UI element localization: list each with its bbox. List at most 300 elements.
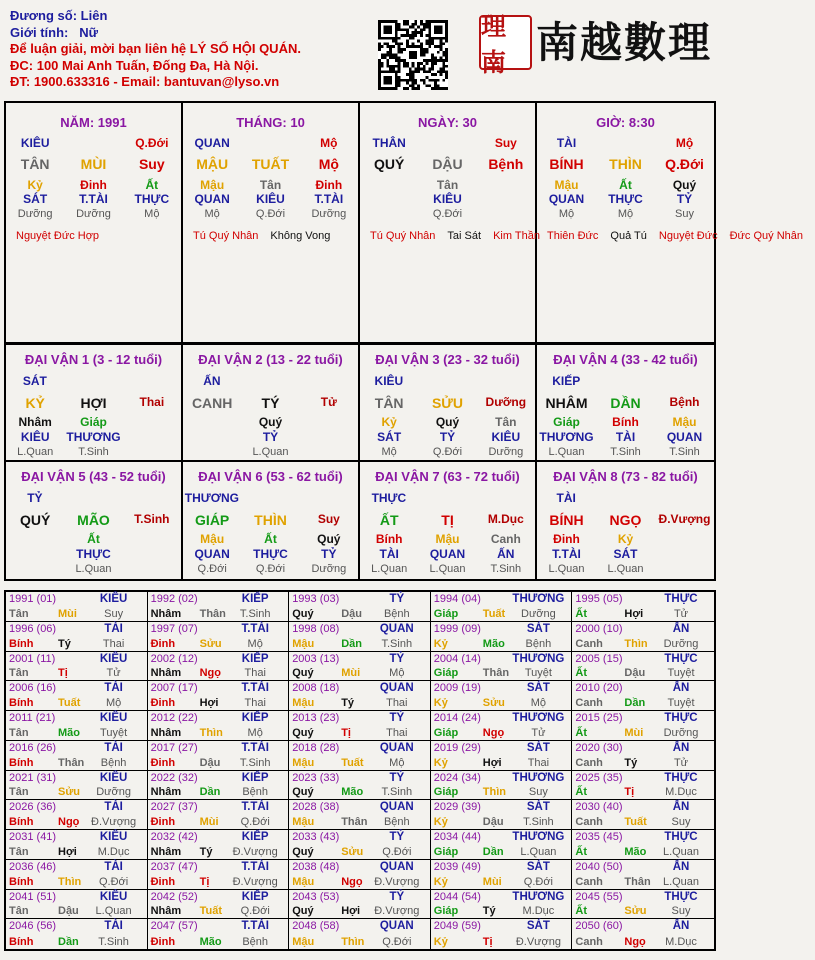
dai-van-cell [537, 462, 714, 579]
qr-module [398, 76, 401, 79]
qr-module [392, 54, 395, 57]
pillar-main-row-2: MÙI [80, 156, 107, 172]
qr-module [431, 62, 434, 65]
year-can: Kỷ [433, 637, 448, 650]
year-stage: Tử [673, 607, 689, 620]
pillar-hidden-row-1 [360, 178, 418, 192]
pillar-top-row-1: TÀI [556, 136, 577, 150]
year-can: Mậu [292, 697, 315, 709]
dai-van-hidden-row-3 [123, 532, 181, 546]
pillar-title: GIỜ: 8:30 [596, 115, 655, 130]
pillar-cell [183, 103, 360, 342]
qr-module [400, 34, 403, 37]
dai-van-hgod: KIÊU [491, 430, 521, 444]
dai-van-hidden-row [6, 532, 181, 546]
dai-van-chi: THÌN [254, 512, 287, 528]
year-stage: Bệnh [383, 816, 410, 828]
year-cell [148, 860, 290, 890]
pillar-cell [6, 103, 183, 342]
year-can: Nhâm [150, 786, 182, 799]
qr-module [423, 23, 426, 26]
year-god: SÁT [526, 622, 550, 635]
year-cell [572, 592, 714, 622]
year-label: 2017 (27) [150, 741, 198, 754]
year-label: 2048 (58) [292, 920, 340, 933]
year-label: 2001 (11) [9, 652, 56, 665]
qr-module [392, 65, 395, 68]
year-god: TÀI [104, 622, 123, 635]
dai-van-hstage: L.Quan [607, 563, 644, 575]
year-chi: Ngọ [199, 667, 221, 680]
year-god: THƯƠNG [512, 593, 565, 605]
dai-van-hstage [183, 446, 241, 458]
year-stage: Mộ [105, 697, 122, 709]
qr-module [431, 54, 434, 57]
dai-van-god-row [360, 374, 535, 388]
pillar-top-row [537, 136, 714, 150]
pillar-main-row-3: Mộ [318, 156, 339, 172]
year-cell [148, 830, 290, 860]
year-can: Ất [575, 905, 587, 918]
name-label: Đương số: [10, 8, 78, 23]
dai-van-hstage: Q.Đới [255, 563, 286, 575]
year-can: Ất [575, 786, 587, 799]
year-can: Giáp [433, 786, 459, 799]
qr-module [417, 62, 420, 65]
dai-van-main-row [360, 512, 535, 528]
qr-module [403, 87, 406, 90]
header-info [10, 8, 301, 91]
pillar-note: Nguyệt Đức [658, 230, 718, 242]
year-god: KIÊU [99, 771, 128, 784]
pillar-stage: Q.Đới [255, 208, 286, 220]
qr-module [431, 79, 434, 82]
qr-module [445, 70, 448, 73]
year-stage: Dưỡng [663, 637, 699, 650]
qr-module [428, 68, 431, 71]
pillar-stage: Suy [675, 208, 694, 220]
qr-module [434, 56, 437, 59]
dai-van-hstage: Dưỡng [488, 446, 524, 458]
year-stage: L.Quan [520, 845, 557, 858]
qr-module [445, 65, 448, 68]
dai-van-chi: TÝ [261, 395, 280, 411]
qr-module [403, 34, 406, 37]
pillar-stage: Dưỡng [311, 208, 347, 220]
qr-module [398, 65, 401, 68]
pillar-hidden-row-3: Đinh [315, 178, 343, 192]
qr-module [437, 70, 440, 73]
qr-module [428, 59, 431, 62]
dai-van-main-row [183, 395, 358, 411]
dai-van-chi: TỊ [441, 512, 454, 528]
dai-van-hgod: ẤN [497, 547, 515, 561]
pillar-top-row-3: Mộ [675, 136, 694, 150]
year-stage: Thai [244, 667, 266, 680]
year-label: 1998 (08) [292, 622, 340, 635]
year-chi: Ngọ [341, 875, 363, 888]
qr-module [409, 34, 412, 37]
pillar-stage-row [537, 208, 714, 220]
year-god: KIÊU [99, 831, 128, 843]
pillar-stage-row [6, 208, 181, 220]
pillar-note: Tú Quý Nhân [370, 230, 436, 242]
dai-van-hgod [123, 430, 181, 444]
year-chi: Hợi [58, 845, 77, 858]
year-god: TÀI [104, 860, 123, 873]
dai-van-hstage [655, 563, 714, 575]
qr-code-icon[interactable] [378, 20, 448, 90]
qr-module [398, 59, 401, 62]
year-god: KIÊU [99, 712, 128, 724]
qr-module [442, 59, 445, 62]
year-cell [6, 711, 148, 741]
year-chi: Thân [624, 875, 651, 888]
year-cell [289, 890, 431, 920]
qr-module [398, 23, 401, 26]
qr-module [395, 59, 398, 62]
year-god: THỰC [664, 593, 698, 605]
pillar-main-row [183, 156, 358, 172]
year-god: KIÊU [99, 652, 128, 665]
qr-module [392, 45, 395, 48]
year-stage: M.Dục [665, 936, 697, 948]
year-cell [289, 681, 431, 711]
year-can: Mậu [292, 816, 315, 828]
year-god: QUAN [379, 622, 414, 635]
year-can: Nhâm [150, 845, 182, 858]
qr-module [417, 45, 420, 48]
year-god: THỰC [664, 890, 698, 903]
pillar-note: Nguyệt Đức Hợp [16, 230, 100, 242]
year-label: 2050 (60) [575, 920, 623, 933]
qr-module [403, 28, 406, 31]
qr-module [386, 45, 389, 48]
qr-module [442, 62, 445, 65]
qr-module [445, 59, 448, 62]
qr-module [403, 23, 406, 26]
year-god: THƯƠNG [512, 890, 565, 903]
qr-module [412, 23, 415, 26]
red-seal-logo: 理南 [479, 15, 532, 70]
year-stage: Tuyệt [524, 667, 552, 680]
qr-module [437, 84, 440, 87]
year-god: KIÊU [99, 890, 128, 903]
qr-module [406, 65, 409, 68]
dai-van-hidden-row-3: Canh [490, 532, 521, 546]
dai-van-god: ẤN [203, 374, 221, 388]
dai-van-stage: Bệnh [669, 395, 700, 409]
qr-module [431, 40, 434, 43]
year-stage: Mộ [247, 726, 263, 739]
qr-module [426, 34, 429, 37]
qr-module [426, 70, 429, 73]
pillar-top-row-1: QUAN [194, 136, 230, 150]
year-stage: Đ.Vượng [374, 875, 420, 888]
year-cell [572, 890, 714, 920]
dai-van-hidden-row [6, 415, 181, 429]
dai-van-hidden-row-1 [6, 532, 64, 546]
year-chi: Mão [482, 637, 505, 650]
dai-van-title: ĐẠI VẬN 5 (43 - 52 tuổi) [21, 469, 166, 484]
year-can: Đinh [150, 816, 176, 828]
year-can: Mậu [292, 936, 315, 948]
pillar-top-row-2 [64, 136, 122, 150]
qr-module [386, 42, 389, 45]
pillar-hidden-row-2: Ất [619, 178, 632, 192]
qr-module [389, 48, 392, 51]
qr-module [434, 79, 437, 82]
year-label: 1996 (06) [9, 622, 57, 635]
qr-module [440, 42, 443, 45]
qr-module [389, 45, 392, 48]
qr-module [426, 51, 429, 54]
dai-van-stage: Dưỡng [485, 395, 527, 409]
qr-module [395, 65, 398, 68]
dai-van-hgod: SÁT [377, 430, 402, 444]
dai-van-cell [537, 345, 714, 462]
year-god: ẤN [672, 622, 690, 635]
qr-module [400, 59, 403, 62]
pillar-stage: Mộ [204, 208, 220, 220]
year-label: 1995 (05) [575, 593, 623, 605]
dai-van-hidden-row [537, 532, 714, 546]
year-can: Quý [292, 726, 314, 739]
year-can: Mậu [292, 875, 315, 888]
dai-van-hidden-row-3: Mậu [672, 415, 697, 429]
qr-module [389, 65, 392, 68]
year-stage: Dưỡng [521, 607, 556, 620]
dai-van-can: BÍNH [549, 512, 584, 528]
qr-module [381, 62, 384, 65]
year-cell [289, 711, 431, 741]
year-can: Tân [9, 667, 29, 680]
qr-module [428, 42, 431, 45]
year-cell [572, 771, 714, 801]
year-can: Kỷ [433, 816, 448, 828]
pillar-gods-row [183, 192, 358, 206]
qr-module [400, 79, 403, 82]
qr-module [437, 79, 440, 82]
qr-module [406, 42, 409, 45]
qr-module [398, 26, 401, 29]
pillar-main-row-1: MẬU [196, 156, 229, 172]
pillar-title: THÁNG: 10 [236, 115, 305, 130]
pillar-main-row-1: QUÝ [373, 156, 405, 172]
qr-module [440, 70, 443, 73]
pillar-top-row-2 [241, 136, 299, 150]
qr-module [423, 79, 426, 82]
year-label: 2038 (48) [292, 860, 340, 873]
year-god: KIÊU [99, 593, 128, 605]
qr-module [442, 79, 445, 82]
qr-module [428, 45, 431, 48]
year-chi: Sửu [624, 905, 647, 918]
dai-van-hgods-row [360, 430, 535, 444]
pillar-stage [477, 208, 535, 220]
pillar-hidden-row-3 [477, 178, 535, 192]
pillar-top-row-3: Q.Đới [135, 136, 169, 150]
qr-module [386, 65, 389, 68]
dai-van-chi: MÃO [77, 512, 110, 528]
brand-logo-text: 南越數理 [536, 18, 713, 67]
qr-module [426, 48, 429, 51]
dai-van-stage: T.Sinh [134, 512, 170, 526]
year-cell [148, 592, 290, 622]
qr-module [442, 42, 445, 45]
year-chi: Thân [199, 607, 226, 620]
year-label: 2008 (18) [292, 682, 340, 695]
dai-van-hgods-row [183, 430, 358, 444]
annual-luck-table [4, 590, 716, 951]
dai-van-hidden-row-1: Kỷ [381, 415, 397, 429]
qr-module [431, 68, 434, 71]
qr-module [395, 56, 398, 59]
dai-van-can: CANH [191, 395, 233, 411]
pillar-top-row-3: Mộ [320, 136, 338, 150]
dai-van-hstage: L.Quan [75, 563, 112, 575]
qr-module [414, 70, 417, 73]
year-can: Giáp [433, 726, 459, 739]
year-god: T.TÀI [241, 920, 269, 933]
qr-module [398, 48, 401, 51]
qr-module [392, 56, 395, 59]
qr-module [384, 26, 392, 34]
year-stage: T.Sinh [239, 607, 271, 620]
year-label: 2030 (40) [575, 801, 623, 814]
qr-module [428, 84, 431, 87]
year-label: 2035 (45) [575, 831, 623, 843]
qr-module [442, 65, 445, 68]
qr-module [445, 76, 448, 79]
qr-module [389, 68, 392, 71]
year-label: 2003 (13) [292, 652, 340, 665]
qr-module [420, 54, 423, 57]
year-chi: Sửu [341, 845, 364, 858]
qr-module [426, 59, 429, 62]
dai-van-can: ẤT [379, 512, 399, 528]
year-chi: Mùi [199, 816, 219, 828]
year-label: 2013 (23) [292, 712, 340, 724]
pillar-title: NGÀY: 30 [418, 115, 477, 130]
qr-module [412, 37, 415, 40]
year-can: Canh [575, 816, 603, 828]
dai-van-hgods-row [183, 547, 358, 561]
year-label: 1999 (09) [433, 622, 481, 635]
dai-van-hidden-row-1: Giáp [553, 415, 580, 429]
year-label: 2024 (34) [433, 771, 481, 784]
qr-module [412, 26, 415, 29]
qr-module [417, 87, 420, 90]
dai-van-hgod: SÁT [613, 547, 638, 561]
year-cell [6, 830, 148, 860]
year-chi: Mão [199, 936, 222, 948]
dai-van-god-row [537, 374, 714, 388]
dai-van-hidden-row-1: Đinh [553, 532, 580, 546]
year-can: Tân [9, 845, 29, 858]
pillar-stage: Q.Đới [432, 208, 463, 220]
dai-van-main-row [360, 395, 535, 411]
year-chi: Dậu [341, 607, 362, 620]
year-god: KIẾP [241, 771, 269, 784]
year-god: THƯƠNG [512, 652, 565, 665]
qr-module [409, 51, 417, 59]
year-label: 2034 (44) [433, 831, 481, 843]
dai-van-hstage: L.Quan [252, 446, 289, 458]
year-stage: T.Sinh [523, 816, 554, 828]
year-chi: Hợi [624, 607, 644, 620]
dai-van-cell [6, 345, 183, 462]
pillar-hidden-row-2: Tân [259, 178, 282, 192]
pillar-note: Tú Quý Nhân [193, 230, 259, 242]
qr-module [417, 84, 420, 87]
qr-module [381, 56, 384, 59]
qr-module [378, 65, 381, 68]
qr-module [378, 68, 381, 71]
qr-module [434, 45, 437, 48]
pillar-gods-row [537, 192, 714, 206]
dai-van-hstage-row [183, 563, 358, 575]
year-stage: Thai [527, 756, 550, 769]
year-can: Canh [575, 637, 603, 650]
year-god: TÀI [104, 920, 123, 933]
year-cell [148, 800, 290, 830]
year-stage: Mộ [389, 667, 405, 680]
year-chi: Thân [482, 667, 510, 680]
dai-van-god: SÁT [22, 374, 47, 388]
year-label: 2032 (42) [150, 831, 198, 843]
qr-module [406, 20, 409, 23]
year-chi: Mão [624, 845, 647, 858]
dai-van-hstage: T.Sinh [610, 446, 641, 458]
qr-module [398, 82, 401, 85]
qr-module [384, 76, 392, 84]
year-cell [289, 771, 431, 801]
pillar-stage: Mộ [558, 208, 575, 220]
pillar-stage: Dưỡng [76, 208, 111, 220]
year-chi: Sửu [58, 786, 81, 799]
pillar-top-row-1: THÂN [372, 136, 406, 150]
year-god: ẤN [672, 860, 690, 873]
qr-module [442, 70, 445, 73]
year-can: Đinh [150, 637, 176, 650]
dai-van-stage: Thai [139, 395, 165, 409]
pillar-top-row-2 [596, 136, 655, 150]
qr-module [434, 62, 437, 65]
qr-module [395, 40, 398, 43]
year-god: QUAN [379, 682, 414, 695]
qr-module [420, 20, 423, 23]
four-pillars-panel [4, 101, 803, 344]
year-cell [572, 800, 714, 830]
qr-module [395, 54, 398, 57]
pillar-hidden-row [537, 178, 714, 192]
pillar-god [477, 192, 535, 206]
year-cell [572, 830, 714, 860]
dai-van-cell [360, 345, 537, 462]
dai-van-hidden-row-1: Bính [375, 532, 403, 546]
year-stage: Suy [671, 905, 691, 918]
pillar-god: TỶ [676, 192, 693, 206]
year-can: Quý [292, 667, 314, 680]
qr-module [423, 70, 426, 73]
year-can: Bính [9, 637, 34, 650]
dai-van-can: QUÝ [19, 512, 51, 528]
qr-module [403, 62, 406, 65]
year-cell [431, 830, 573, 860]
dai-van-god-row [183, 374, 358, 388]
qr-module [440, 45, 443, 48]
